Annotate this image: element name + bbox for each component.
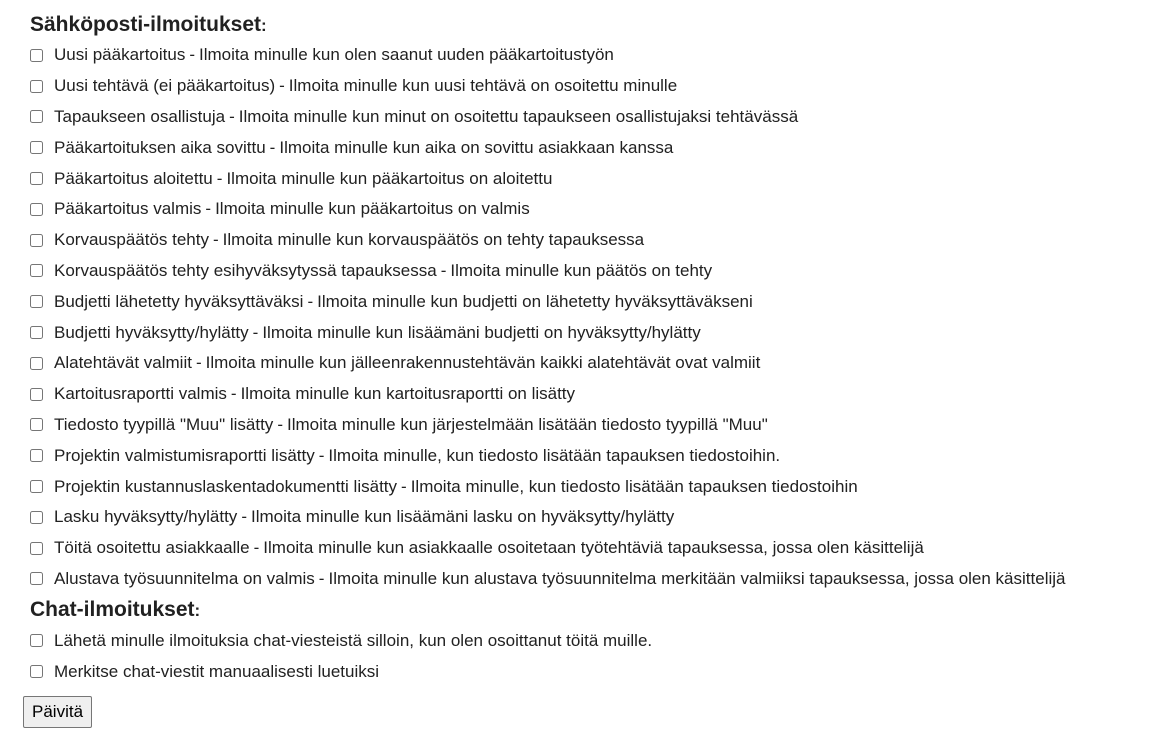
chat-option-label: Merkitse chat-viestit manuaalisesti luetuiksi <box>54 661 380 681</box>
email-option-separator: - <box>253 538 260 558</box>
email-option-description: Ilmoita minulle kun olen saanut uuden pääkartoitustyön <box>199 45 614 65</box>
email-option[interactable] <box>30 379 1165 410</box>
email-option-description: Ilmoita minulle kun pääkartoitus on valmis <box>215 199 530 219</box>
email-option[interactable] <box>30 471 1165 502</box>
email-option-title: Tiedosto tyypillä "Muu" lisätty <box>54 414 274 434</box>
email-option-checkbox[interactable] <box>30 295 43 308</box>
email-option-separator: - <box>401 476 407 496</box>
email-option[interactable] <box>30 440 1165 471</box>
chat-option-checkbox[interactable] <box>30 634 43 647</box>
email-option-separator: - <box>269 137 276 157</box>
email-option-description: Ilmoita minulle kun järjestelmään lisätään tiedosto tyypillä "Muu" <box>286 414 768 434</box>
email-option-separator: - <box>216 168 223 188</box>
email-option-description: Ilmoita minulle kun jälleenrakennustehtävän kaikki alatehtävät ovat valmiit <box>205 353 761 373</box>
email-option-title: Lasku hyväksytty/hylätty <box>54 507 238 527</box>
email-option-separator: - <box>230 384 237 404</box>
email-option-title: Alustava työsuunnitelma on valmis <box>54 568 315 588</box>
email-option-title: Alatehtävät valmiit <box>54 353 192 373</box>
email-option-title: Pääkartoitus valmis <box>54 199 202 219</box>
email-option-description: Ilmoita minulle kun lisäämäni lasku on hyväksytty/hylätty <box>250 507 675 527</box>
email-option-checkbox[interactable] <box>30 264 43 277</box>
email-option-checkbox[interactable] <box>30 572 43 585</box>
email-option-separator: - <box>318 445 325 465</box>
email-option-description: Ilmoita minulle, kun tiedosto lisätään tapauksen tiedostoihin <box>410 476 858 496</box>
email-option[interactable] <box>30 286 1165 317</box>
email-option-separator: - <box>277 414 283 434</box>
email-option-separator: - <box>195 353 202 373</box>
email-option[interactable] <box>30 256 1165 287</box>
email-option-checkbox[interactable] <box>30 388 43 401</box>
email-option-checkbox[interactable] <box>30 234 43 247</box>
email-heading-colon: : <box>261 16 267 35</box>
email-option-checkbox[interactable] <box>30 80 43 93</box>
email-option-checkbox[interactable] <box>30 203 43 216</box>
email-option[interactable] <box>30 71 1165 102</box>
email-option-title: Tapaukseen osallistuja <box>54 106 226 126</box>
email-option[interactable] <box>30 533 1165 564</box>
email-option-title: Projektin valmistumisraportti lisätty <box>54 445 315 465</box>
email-option-description: Ilmoita minulle kun aika on sovittu asiakkaan kanssa <box>279 137 674 157</box>
chat-notification-list <box>30 625 1165 687</box>
email-option-separator: - <box>205 199 212 219</box>
email-option-title: Uusi pääkartoitus <box>54 45 186 65</box>
email-option-checkbox[interactable] <box>30 49 43 62</box>
email-option-description: Ilmoita minulle kun pääkartoitus on aloitettu <box>226 168 553 188</box>
email-option[interactable] <box>30 40 1165 71</box>
chat-heading-colon: : <box>194 601 201 621</box>
email-option-checkbox[interactable] <box>30 418 43 431</box>
email-option-description: Ilmoita minulle kun minut on osoitettu tapaukseen osallistujaksi tehtävässä <box>238 106 799 126</box>
chat-option-checkbox[interactable] <box>30 665 43 678</box>
email-option[interactable] <box>30 410 1165 441</box>
email-option[interactable] <box>30 564 1165 595</box>
email-option-separator: - <box>252 322 259 342</box>
email-heading-text: Sähköposti-ilmoitukset <box>30 13 262 36</box>
email-option[interactable] <box>30 132 1165 163</box>
email-notification-list <box>30 40 1165 594</box>
email-option-separator: - <box>212 230 219 250</box>
email-option-separator: - <box>241 507 247 527</box>
email-option-description: Ilmoita minulle kun korvauspäätös on tehty tapauksessa <box>222 230 645 250</box>
email-option-title: Pääkartoitus aloitettu <box>54 168 213 188</box>
email-option-title: Pääkartoituksen aika sovittu <box>54 137 266 157</box>
email-option[interactable] <box>30 317 1165 348</box>
email-option-separator: - <box>279 76 285 96</box>
email-option-checkbox[interactable] <box>30 511 43 524</box>
email-option-description: Ilmoita minulle kun alustava työsuunnitelma merkitään valmiiksi tapauksessa, jossa olen käsittelijä <box>328 568 1066 588</box>
email-option-title: Kartoitusraportti valmis <box>54 384 227 404</box>
notification-settings-form <box>30 10 1165 687</box>
chat-notifications-heading <box>30 595 1165 625</box>
email-option-separator: - <box>189 45 196 65</box>
email-option-title: Uusi tehtävä (ei pääkartoitus) <box>54 76 276 96</box>
email-option-title: Korvauspäätös tehty <box>54 230 209 250</box>
email-option-checkbox[interactable] <box>30 326 43 339</box>
email-option-separator: - <box>440 260 447 280</box>
chat-heading-text: Chat-ilmoitukset <box>30 598 195 622</box>
chat-option-label: Lähetä minulle ilmoituksia chat-viesteistä silloin, kun olen osoittanut töitä muille. <box>54 630 653 650</box>
email-option-description: Ilmoita minulle kun kartoitusraportti on lisätty <box>240 384 576 404</box>
email-option-checkbox[interactable] <box>30 172 43 185</box>
email-option-checkbox[interactable] <box>30 357 43 370</box>
email-option[interactable] <box>30 194 1165 225</box>
email-option[interactable] <box>30 348 1165 379</box>
email-option-description: Ilmoita minulle kun asiakkaalle osoitetaan työtehtäviä tapauksessa, jossa olen käsittelijä <box>263 538 924 558</box>
email-notifications-heading <box>30 10 1165 40</box>
email-option-checkbox[interactable] <box>30 449 43 462</box>
email-option-description: Ilmoita minulle kun budjetti on lähetetty hyväksyttäväkseni <box>317 291 753 311</box>
email-option-description: Ilmoita minulle kun lisäämäni budjetti on hyväksytty/hylätty <box>262 322 701 342</box>
email-option[interactable] <box>30 225 1165 256</box>
email-option-separator: - <box>318 568 325 588</box>
email-option-checkbox[interactable] <box>30 141 43 154</box>
email-option-title: Budjetti lähetetty hyväksyttäväksi <box>54 291 304 311</box>
email-option-description: Ilmoita minulle kun uusi tehtävä on osoitettu minulle <box>288 76 678 96</box>
email-option-title: Projektin kustannuslaskentadokumentti lisätty <box>54 476 398 496</box>
email-option-checkbox[interactable] <box>30 110 43 123</box>
update-button[interactable]: Päivitä <box>23 696 92 728</box>
email-option-title: Korvauspäätös tehty esihyväksytyssä tapauksessa <box>54 260 437 280</box>
email-option-description: Ilmoita minulle kun päätös on tehty <box>450 260 713 280</box>
email-option-title: Budjetti hyväksytty/hylätty <box>54 322 249 342</box>
email-option[interactable] <box>30 102 1165 133</box>
email-option-checkbox[interactable] <box>30 480 43 493</box>
email-option[interactable] <box>30 163 1165 194</box>
email-option-separator: - <box>307 291 314 311</box>
email-option-checkbox[interactable] <box>30 542 43 555</box>
email-option[interactable] <box>30 502 1165 533</box>
chat-option[interactable] <box>30 625 1165 656</box>
email-option-title: Töitä osoitettu asiakkaalle <box>54 538 250 558</box>
chat-option[interactable] <box>30 656 1165 687</box>
email-option-description: Ilmoita minulle, kun tiedosto lisätään tapauksen tiedostoihin. <box>328 445 781 465</box>
email-option-separator: - <box>229 106 235 126</box>
